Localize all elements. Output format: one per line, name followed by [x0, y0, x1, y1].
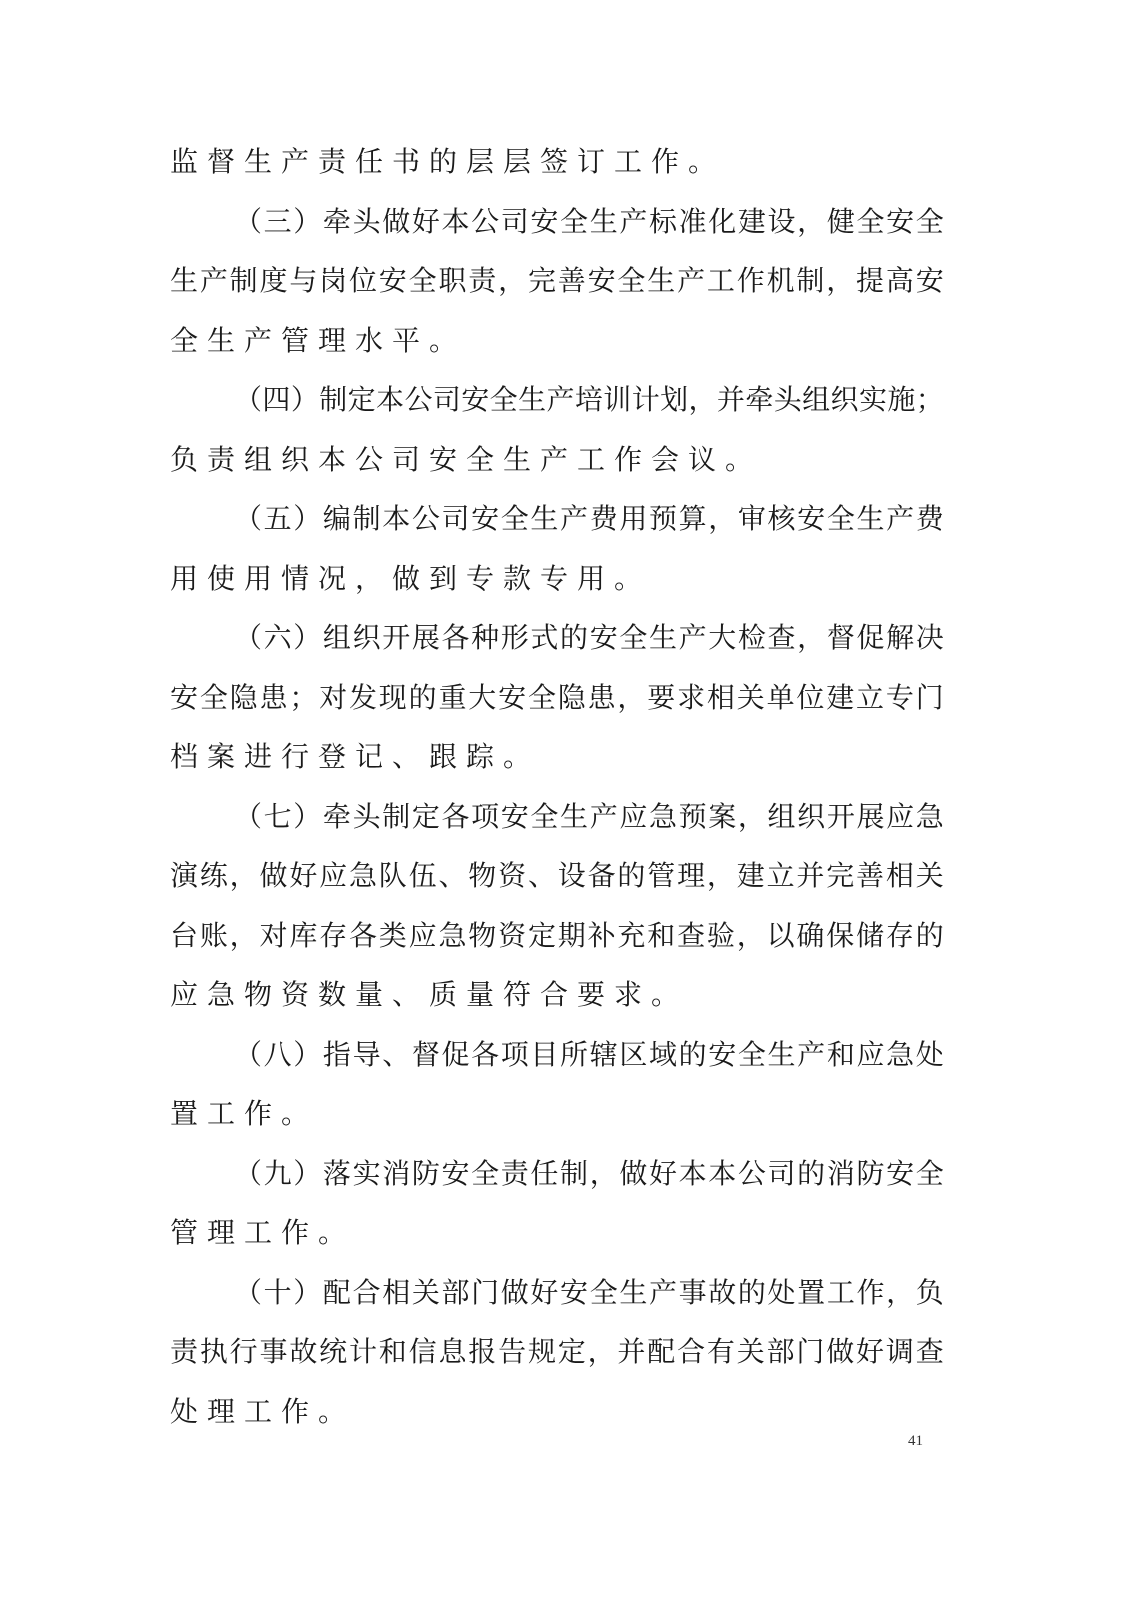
text-line: 处理工作。	[170, 1394, 356, 1428]
text-line: 用使用情况，做到专款专用。	[170, 561, 652, 595]
text-line: 置工作。	[170, 1097, 319, 1130]
text-line: 责 执 行 事 故 统 计 和 信 息 报 告 规 定 ， 并 配 合 有 关 部 门 做 好 调 查	[170, 1335, 944, 1368]
text-line: 管理工作。	[170, 1216, 356, 1249]
text-line: 演 练 ， 做 好 应 急 队 伍 、 物 资 、 设 备 的 管 理 ， 建 立 并 完 善 相 关	[170, 859, 944, 892]
text-line: （ 六 ） 组 织 开 展 各 种 形 式 的 安 全 生 产 大 检 查 ， 督 促 解 决	[234, 621, 944, 654]
page-number: 41	[908, 1433, 923, 1449]
text-line: （ 七 ） 牵 头 制 定 各 项 安 全 生 产 应 急 预 案 ， 组 织 开 展 应 急	[234, 799, 944, 833]
text-line: 全生产管理水平。	[170, 323, 467, 357]
text-line: 监督生产责任书的层层签订工作。	[170, 145, 726, 178]
text-line: 负责组织本公司安全生产工作会议。	[170, 442, 763, 476]
text-line: （ 五 ） 编 制 本 公 司 安 全 生 产 费 用 预 算 ， 审 核 安 全 生 产 费	[234, 502, 944, 535]
text-line: （ 九 ） 落 实 消 防 安 全 责 任 制 ， 做 好 本 本 公 司 的 消 防 安 全	[234, 1156, 944, 1190]
document-body	[170, 132, 944, 1441]
text-line: 台 账 ， 对 库 存 各 类 应 急 物 资 定 期 补 充 和 查 验 ， 以 确 保 储 存 的	[170, 918, 944, 952]
text-line: （ 三 ） 牵 头 做 好 本 公 司 安 全 生 产 标 准 化 建 设 ， 健 全 安 全	[234, 204, 944, 238]
text-line: 档案进行登记、跟踪。	[170, 740, 541, 773]
text-line: （ 四 ） 制 定 本 公 司 安 全 生 产 培 训 计 划 ， 并 牵 头 组 织 实 施 ；	[234, 383, 944, 416]
text-line: 生 产 制 度 与 岗 位 安 全 职 责 ， 完 善 安 全 生 产 工 作 机 制 ， 提 高 安	[170, 264, 944, 297]
text-line: （ 十 ） 配 合 相 关 部 门 做 好 安 全 生 产 事 故 的 处 置 工 作 ， 负	[234, 1275, 944, 1309]
text-line: 安 全 隐 患 ； 对 发 现 的 重 大 安 全 隐 患 ， 要 求 相 关 单 位 建 立 专 门	[170, 680, 944, 714]
text-line: 应急物资数量、质量符合要求。	[170, 978, 689, 1011]
text-line: （ 八 ） 指 导 、 督 促 各 项 目 所 辖 区 域 的 安 全 生 产 和 应 急 处	[234, 1037, 944, 1071]
